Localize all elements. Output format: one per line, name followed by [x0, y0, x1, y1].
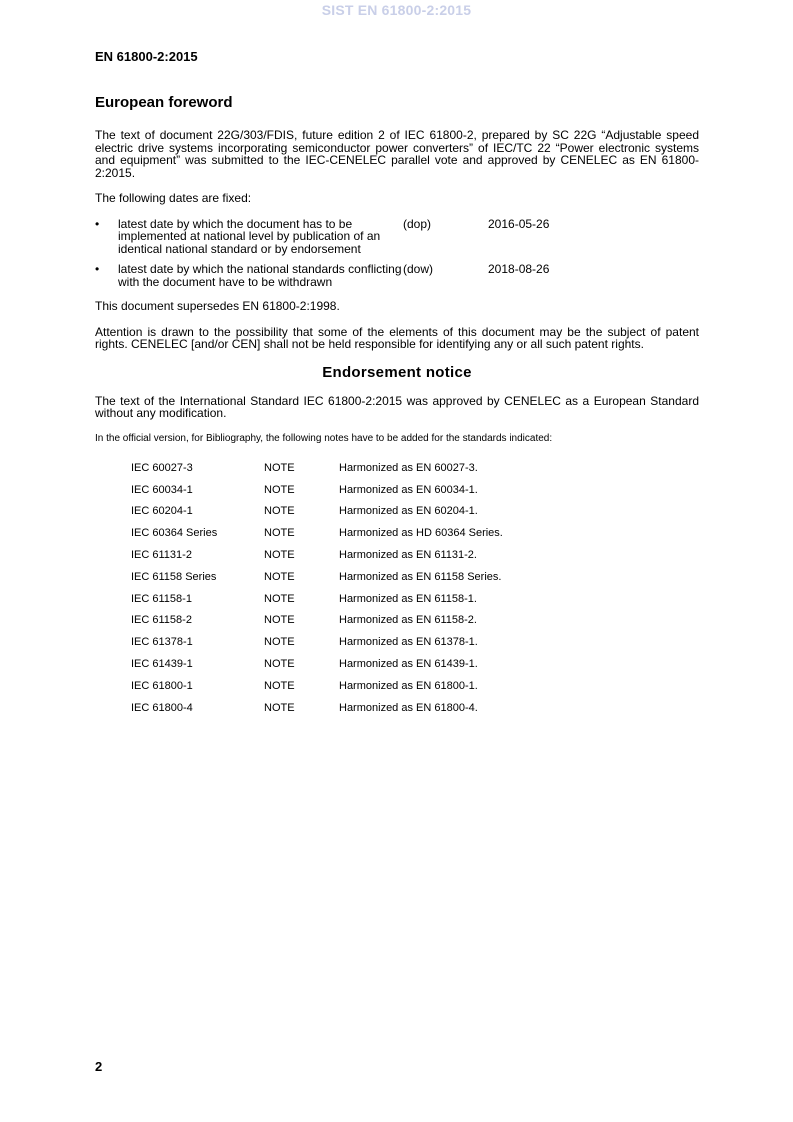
foreword-title: European foreword: [95, 94, 233, 111]
endorsement-paragraph: The text of the International Standard IEC 61800-2:2015 was approved by CENELEC as a European Standard without any modification.: [95, 393, 699, 421]
page-content: [95, 94, 699, 719]
dates-list: [95, 218, 699, 288]
date-description: latest date by which the national standards conflicting with the document have to be withdrawn: [118, 262, 402, 289]
date-value: 2016-05-26: [488, 216, 550, 231]
table-row: [131, 522, 503, 544]
note-label-cell: NOTE: [264, 483, 295, 496]
note-label-cell: NOTE: [264, 461, 295, 474]
harmonized-cell: Harmonized as HD 60364 Series.: [339, 527, 503, 540]
standard-cell: IEC 61800-1: [131, 679, 193, 692]
standard-cell: IEC 61378-1: [131, 636, 193, 649]
table-row: [131, 610, 503, 632]
bibliography-notes-table: [131, 457, 503, 719]
date-item-dop: [95, 218, 699, 255]
standard-cell: IEC 60204-1: [131, 505, 193, 518]
standard-cell: IEC 61158-1: [131, 592, 192, 605]
table-row: [131, 544, 503, 566]
table-row: [131, 566, 503, 588]
standard-cell: IEC 60027-3: [131, 461, 193, 474]
date-abbreviation: (dop): [403, 216, 432, 231]
supersedes-statement: This document supersedes EN 61800-2:1998.: [95, 299, 340, 313]
note-label-cell: NOTE: [264, 614, 295, 627]
table-row: [131, 479, 503, 501]
bullet-icon: •: [95, 216, 100, 231]
harmonized-cell: Harmonized as EN 61378-1.: [339, 636, 478, 649]
table-row: [131, 653, 503, 675]
date-value: 2018-08-26: [488, 262, 550, 277]
harmonized-cell: Harmonized as EN 61158 Series.: [339, 570, 502, 583]
patent-attention: Attention is drawn to the possibility that some of the elements of this document may be the subject of patent rights. CENELEC [and/or CEN] shall not be held responsible for identifying any or all such patent rights.: [95, 324, 699, 352]
harmonized-cell: Harmonized as EN 60204-1.: [339, 505, 478, 518]
harmonized-cell: Harmonized as EN 60027-3.: [339, 461, 478, 474]
harmonized-cell: Harmonized as EN 61158-2.: [339, 614, 477, 627]
harmonized-cell: Harmonized as EN 61439-1.: [339, 658, 478, 671]
dates-intro: The following dates are fixed:: [95, 191, 252, 206]
document-id: EN 61800-2:2015: [95, 49, 198, 64]
bullet-icon: •: [95, 262, 100, 277]
note-label-cell: NOTE: [264, 570, 295, 583]
date-description: latest date by which the document has to be implemented at national level by publication of an identical national standard or by endorsement: [118, 216, 381, 256]
note-label-cell: NOTE: [264, 592, 295, 605]
date-abbreviation: (dow): [403, 262, 434, 277]
page-number: 2: [95, 1059, 103, 1074]
date-item-dow: [95, 263, 699, 288]
watermark: SIST EN 61800-2:2015: [321, 2, 472, 18]
table-row: [131, 588, 503, 610]
foreword-paragraph: The text of document 22G/303/FDIS, future edition 2 of IEC 61800-2, prepared by SC 22G “Adjustable speed electric drive systems incorporating semiconductor power converters” of IEC/TC 22 “Power electronic systems and equipment” was submitted to the IEC-CENELEC parallel vote and approved by CENELEC as EN 61800-2:2015.: [95, 128, 699, 180]
standard-cell: IEC 61439-1: [131, 658, 193, 671]
standard-cell: IEC 60364 Series: [131, 527, 218, 540]
table-row: [131, 501, 503, 523]
standard-cell: IEC 61158 Series: [131, 570, 217, 583]
table-row: [131, 675, 503, 697]
harmonized-cell: Harmonized as EN 61800-4.: [339, 701, 478, 714]
note-label-cell: NOTE: [264, 549, 295, 562]
standard-cell: IEC 61131-2: [131, 549, 192, 562]
note-label-cell: NOTE: [264, 679, 295, 692]
table-row: [131, 697, 503, 719]
note-label-cell: NOTE: [264, 527, 295, 540]
endorsement-title: Endorsement notice: [322, 363, 472, 381]
note-label-cell: NOTE: [264, 701, 295, 714]
table-row: [131, 631, 503, 653]
standard-cell: IEC 61158-2: [131, 614, 192, 627]
bibliography-intro: In the official version, for Bibliography, the following notes have to be added for the standards indicated:: [95, 432, 553, 444]
note-label-cell: NOTE: [264, 505, 295, 518]
table-row: [131, 457, 503, 479]
harmonized-cell: Harmonized as EN 61131-2.: [339, 549, 477, 562]
standard-cell: IEC 61800-4: [131, 701, 193, 714]
harmonized-cell: Harmonized as EN 60034-1.: [339, 483, 478, 496]
note-label-cell: NOTE: [264, 636, 295, 649]
harmonized-cell: Harmonized as EN 61800-1.: [339, 679, 478, 692]
standard-cell: IEC 60034-1: [131, 483, 193, 496]
note-label-cell: NOTE: [264, 658, 295, 671]
harmonized-cell: Harmonized as EN 61158-1.: [339, 592, 477, 605]
